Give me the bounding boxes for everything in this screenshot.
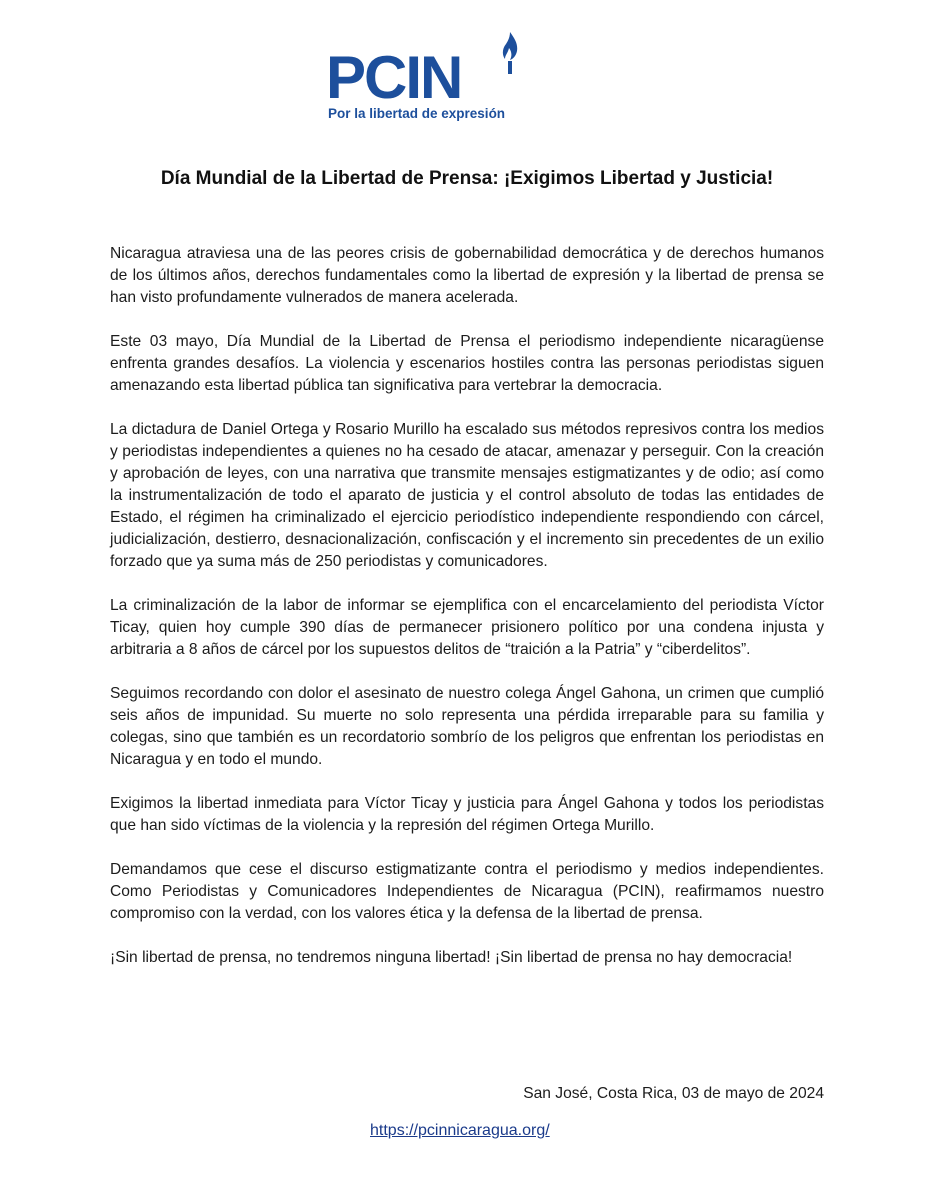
paragraph: Exigimos la libertad inmediata para Víctor Ticay y justicia para Ángel Gahona y todos los periodistas que han sido víctimas de la violencia y la represión del régimen Ortega Murillo. xyxy=(110,795,824,834)
torch-flame-icon xyxy=(498,30,522,74)
logo-tagline: Por la libertad de expresión xyxy=(328,106,506,121)
paragraph: Este 03 mayo, Día Mundial de la Libertad de Prensa el periodismo independiente nicaragüense enfrenta grandes desafíos. La violencia y escenarios hostiles contra las personas periodistas siguen amenazando esta libertad pública tan significativa para vertebrar la democracia. xyxy=(110,333,824,394)
statement-body xyxy=(110,243,824,969)
place-date: San José, Costa Rica, 03 de mayo de 2024 xyxy=(523,1085,824,1102)
closing-slogan: ¡Sin libertad de prensa, no tendremos ninguna libertad! ¡Sin libertad de prensa no hay democracia! xyxy=(110,949,793,966)
paragraph: Seguimos recordando con dolor el asesinato de nuestro colega Ángel Gahona, un crimen que cumplió seis años de impunidad. Su muerte no solo representa una pérdida irreparable para su familia y colegas, sino que también es un recordatorio sombrío de los peligros que enfrentan los periodistas en Nicaragua y en todo el mundo. xyxy=(110,685,824,768)
paragraph: Nicaragua atraviesa una de las peores crisis de gobernabilidad democrática y de derechos humanos de los últimos años, derechos fundamentales como la libertad de expresión y la libertad de prensa se han visto profundamente vulnerados de manera acelerada. xyxy=(110,245,824,306)
website-link[interactable]: https://pcinnicaragua.org/ xyxy=(370,1122,550,1139)
logo-wordmark: PCIN xyxy=(326,44,462,111)
pcin-logo xyxy=(326,30,526,126)
paragraph: Demandamos que cese el discurso estigmatizante contra el periodismo y medios independientes. Como Periodistas y Comunicadores Independientes de Nicaragua (PCIN), reafirmamos nuestro compromiso con la verdad, con los valores ética y la defensa de la libertad de prensa. xyxy=(110,861,824,922)
page-title: Día Mundial de la Libertad de Prensa: ¡Exigimos Libertad y Justicia! xyxy=(160,168,774,189)
paragraph: La dictadura de Daniel Ortega y Rosario Murillo ha escalado sus métodos represivos contra los medios y periodistas independientes a quienes no ha cesado de atacar, amenazar y perseguir. Con la creación y aprobación de leyes, con una narrativa que transmite mensajes estigmatizantes y de odio; así como la instrumentalización de todo el aparato de justicia y el control absoluto de todas las entidades de Estado, el régimen ha criminalizado el ejercicio periodístico independiente respondiendo con cárcel, judicialización, destierro, desnacionalización, confiscación y el incremento sin precedentes de un exilio forzado que ya suma más de 250 periodistas y comunicadores. xyxy=(110,421,824,570)
paragraph: La criminalización de la labor de informar se ejemplifica con el encarcelamiento del periodista Víctor Ticay, quien hoy cumple 390 días de permanecer prisionero político por una condena injusta y arbitraria a 8 años de cárcel por los supuestos delitos de “traición a la Patria” y “ciberdelitos”. xyxy=(110,597,824,658)
